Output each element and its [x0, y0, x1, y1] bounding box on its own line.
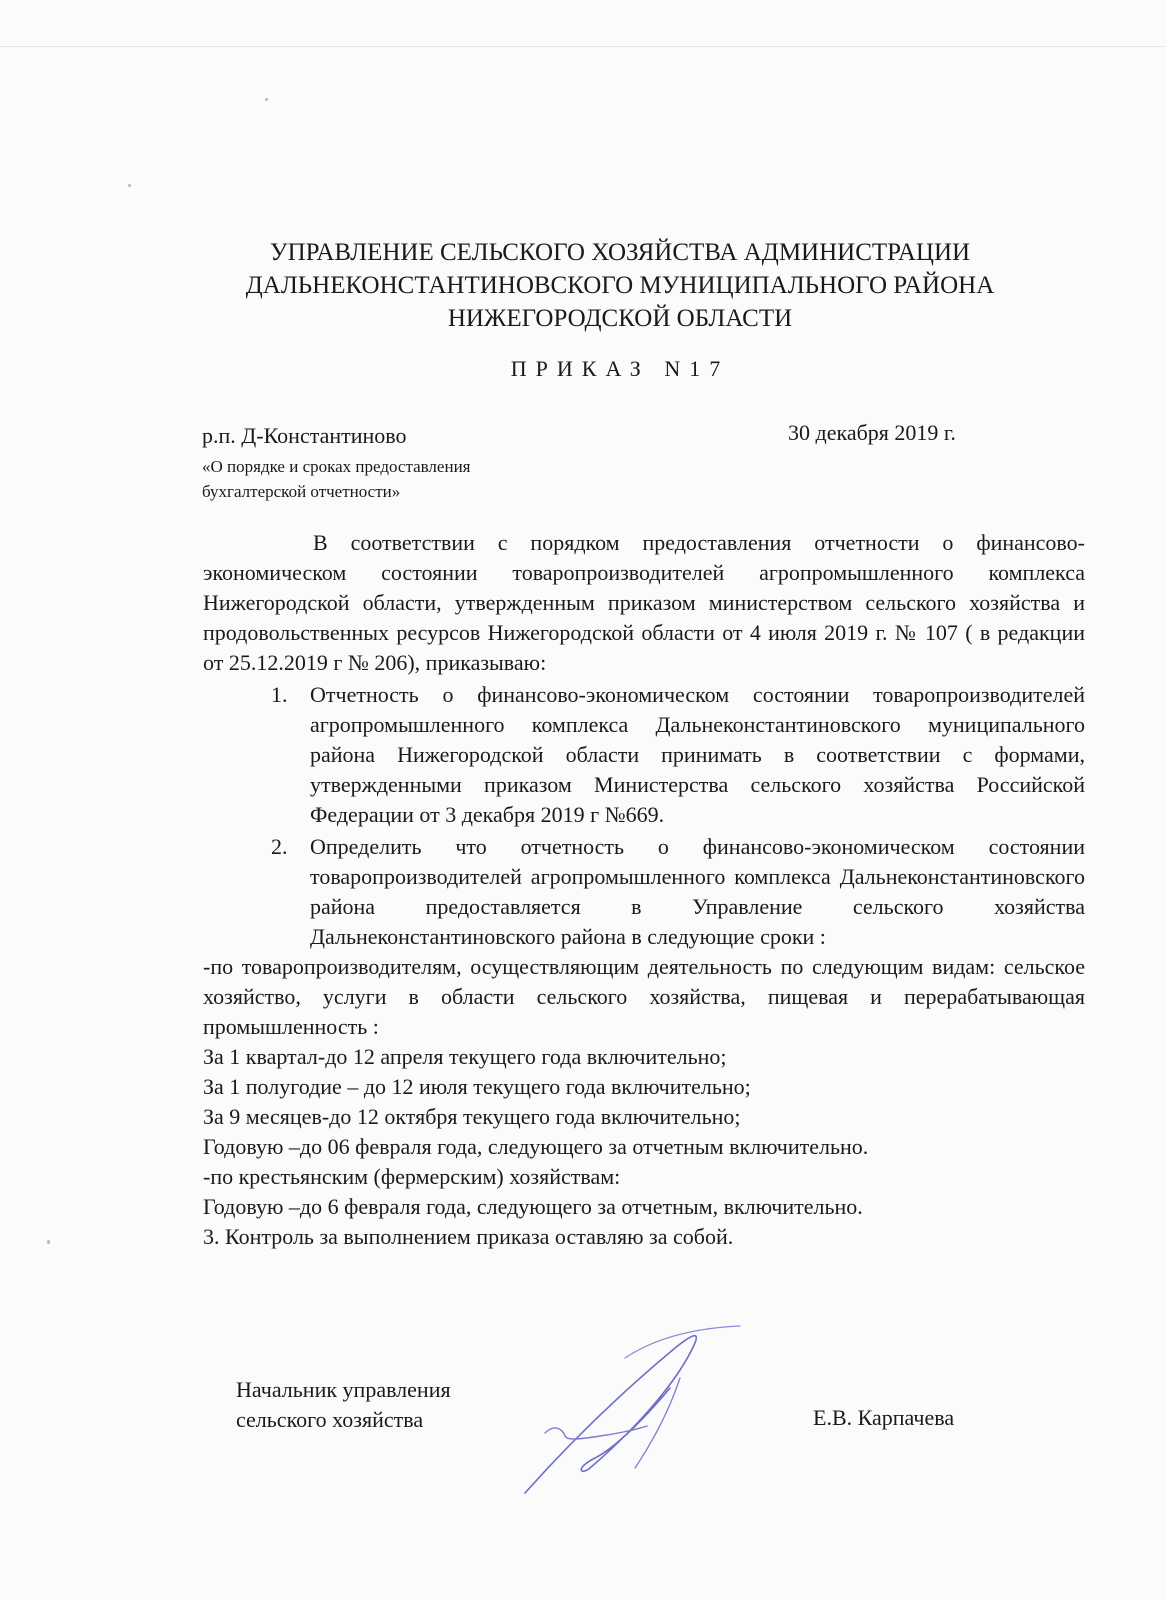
farms-paragraph: -по крестьянским (фермерским) хозяйствам:: [203, 1164, 621, 1189]
item-number: 1.: [271, 682, 288, 707]
order-body: [203, 528, 1085, 1252]
intro-paragraph: В соответствии с порядком предоставления отчетности о финансово-экономическом состоянии товаропроизводителей агропромышленного комплекса Нижегородской области, утвержденным приказом министерством сельского хозяйства и продовольственных ресурсов Нижегородской области от 4 июля 2019 г. № 107 ( в редакции от 25.12.2019 г № 206), приказываю:: [203, 530, 1085, 675]
deadline-line: За 1 квартал-до 12 апреля текущего года включительно;: [203, 1044, 727, 1069]
order-item: [203, 832, 1085, 952]
item-number: 2.: [271, 834, 288, 859]
control-clause: 3. Контроль за выполнением приказа оставляю за собой.: [203, 1224, 734, 1249]
deadline-line: За 9 месяцев-до 12 октября текущего года включительно;: [203, 1104, 741, 1129]
subject-line: бухгалтерской отчетности»: [202, 482, 401, 501]
scan-edge: [0, 46, 1166, 47]
signer-position: [236, 1375, 451, 1435]
deadline-line: За 1 полугодие – до 12 июля текущего года включительно;: [203, 1074, 751, 1099]
order-subject: [202, 454, 622, 504]
org-line: ДАЛЬНЕКОНСТАНТИНОВСКОГО МУНИЦИПАЛЬНОГО РАЙОНА: [245, 272, 995, 299]
position-line: сельского хозяйства: [236, 1407, 424, 1432]
issue-date: 30 декабря 2019 г.: [788, 420, 956, 445]
org-line: НИЖЕГОРОДСКОЙ ОБЛАСТИ: [447, 305, 793, 332]
issue-place: р.п. Д-Константиново: [202, 423, 407, 448]
signer-name: Е.В. Карпачева: [813, 1405, 955, 1430]
scan-speck: [128, 184, 131, 187]
scan-speck: [47, 1240, 50, 1244]
org-line: УПРАВЛЕНИЕ СЕЛЬСКОГО ХОЗЯЙСТВА АДМИНИСТРАЦИИ: [269, 239, 971, 266]
item-text: Определить что отчетность о финансово-экономическом состоянии товаропроизводителей агропромышленного комплекса Дальнеконстантиновского района предоставляется в Управление сельского хозяйства Дальнеконстантиновского района в следующие сроки :: [310, 834, 1085, 949]
scan-speck: [265, 98, 268, 101]
handwritten-signature: [505, 1318, 755, 1508]
deadline-line: Годовую –до 06 февраля года, следующего за отчетным включительно.: [203, 1134, 869, 1159]
position-line: Начальник управления: [236, 1377, 451, 1402]
item-text: Отчетность о финансово-экономическом состоянии товаропроизводителей агропромышленного комплекса Дальнеконстантиновского муниципального района Нижегородской области принимать в соответствии с формами, утвержденными приказом Министерства сельского хозяйства Российской Федерации от 3 декабря 2019 г №669.: [310, 682, 1085, 827]
deadline-line: Годовую –до 6 февраля года, следующего за отчетным, включительно.: [203, 1194, 863, 1219]
order-title: ПРИКАЗ N17: [510, 356, 730, 381]
subject-line: «О порядке и сроках предоставления: [202, 457, 471, 476]
order-item: [203, 680, 1085, 830]
producers-paragraph: -по товаропроизводителям, осуществляющим деятельность по следующим видам: сельское хозяйство, услуги в области сельского хозяйства, пищевая и перерабатывающая промышленность :: [203, 954, 1085, 1039]
order-items: [203, 680, 1085, 952]
organization-header: [200, 236, 1040, 335]
